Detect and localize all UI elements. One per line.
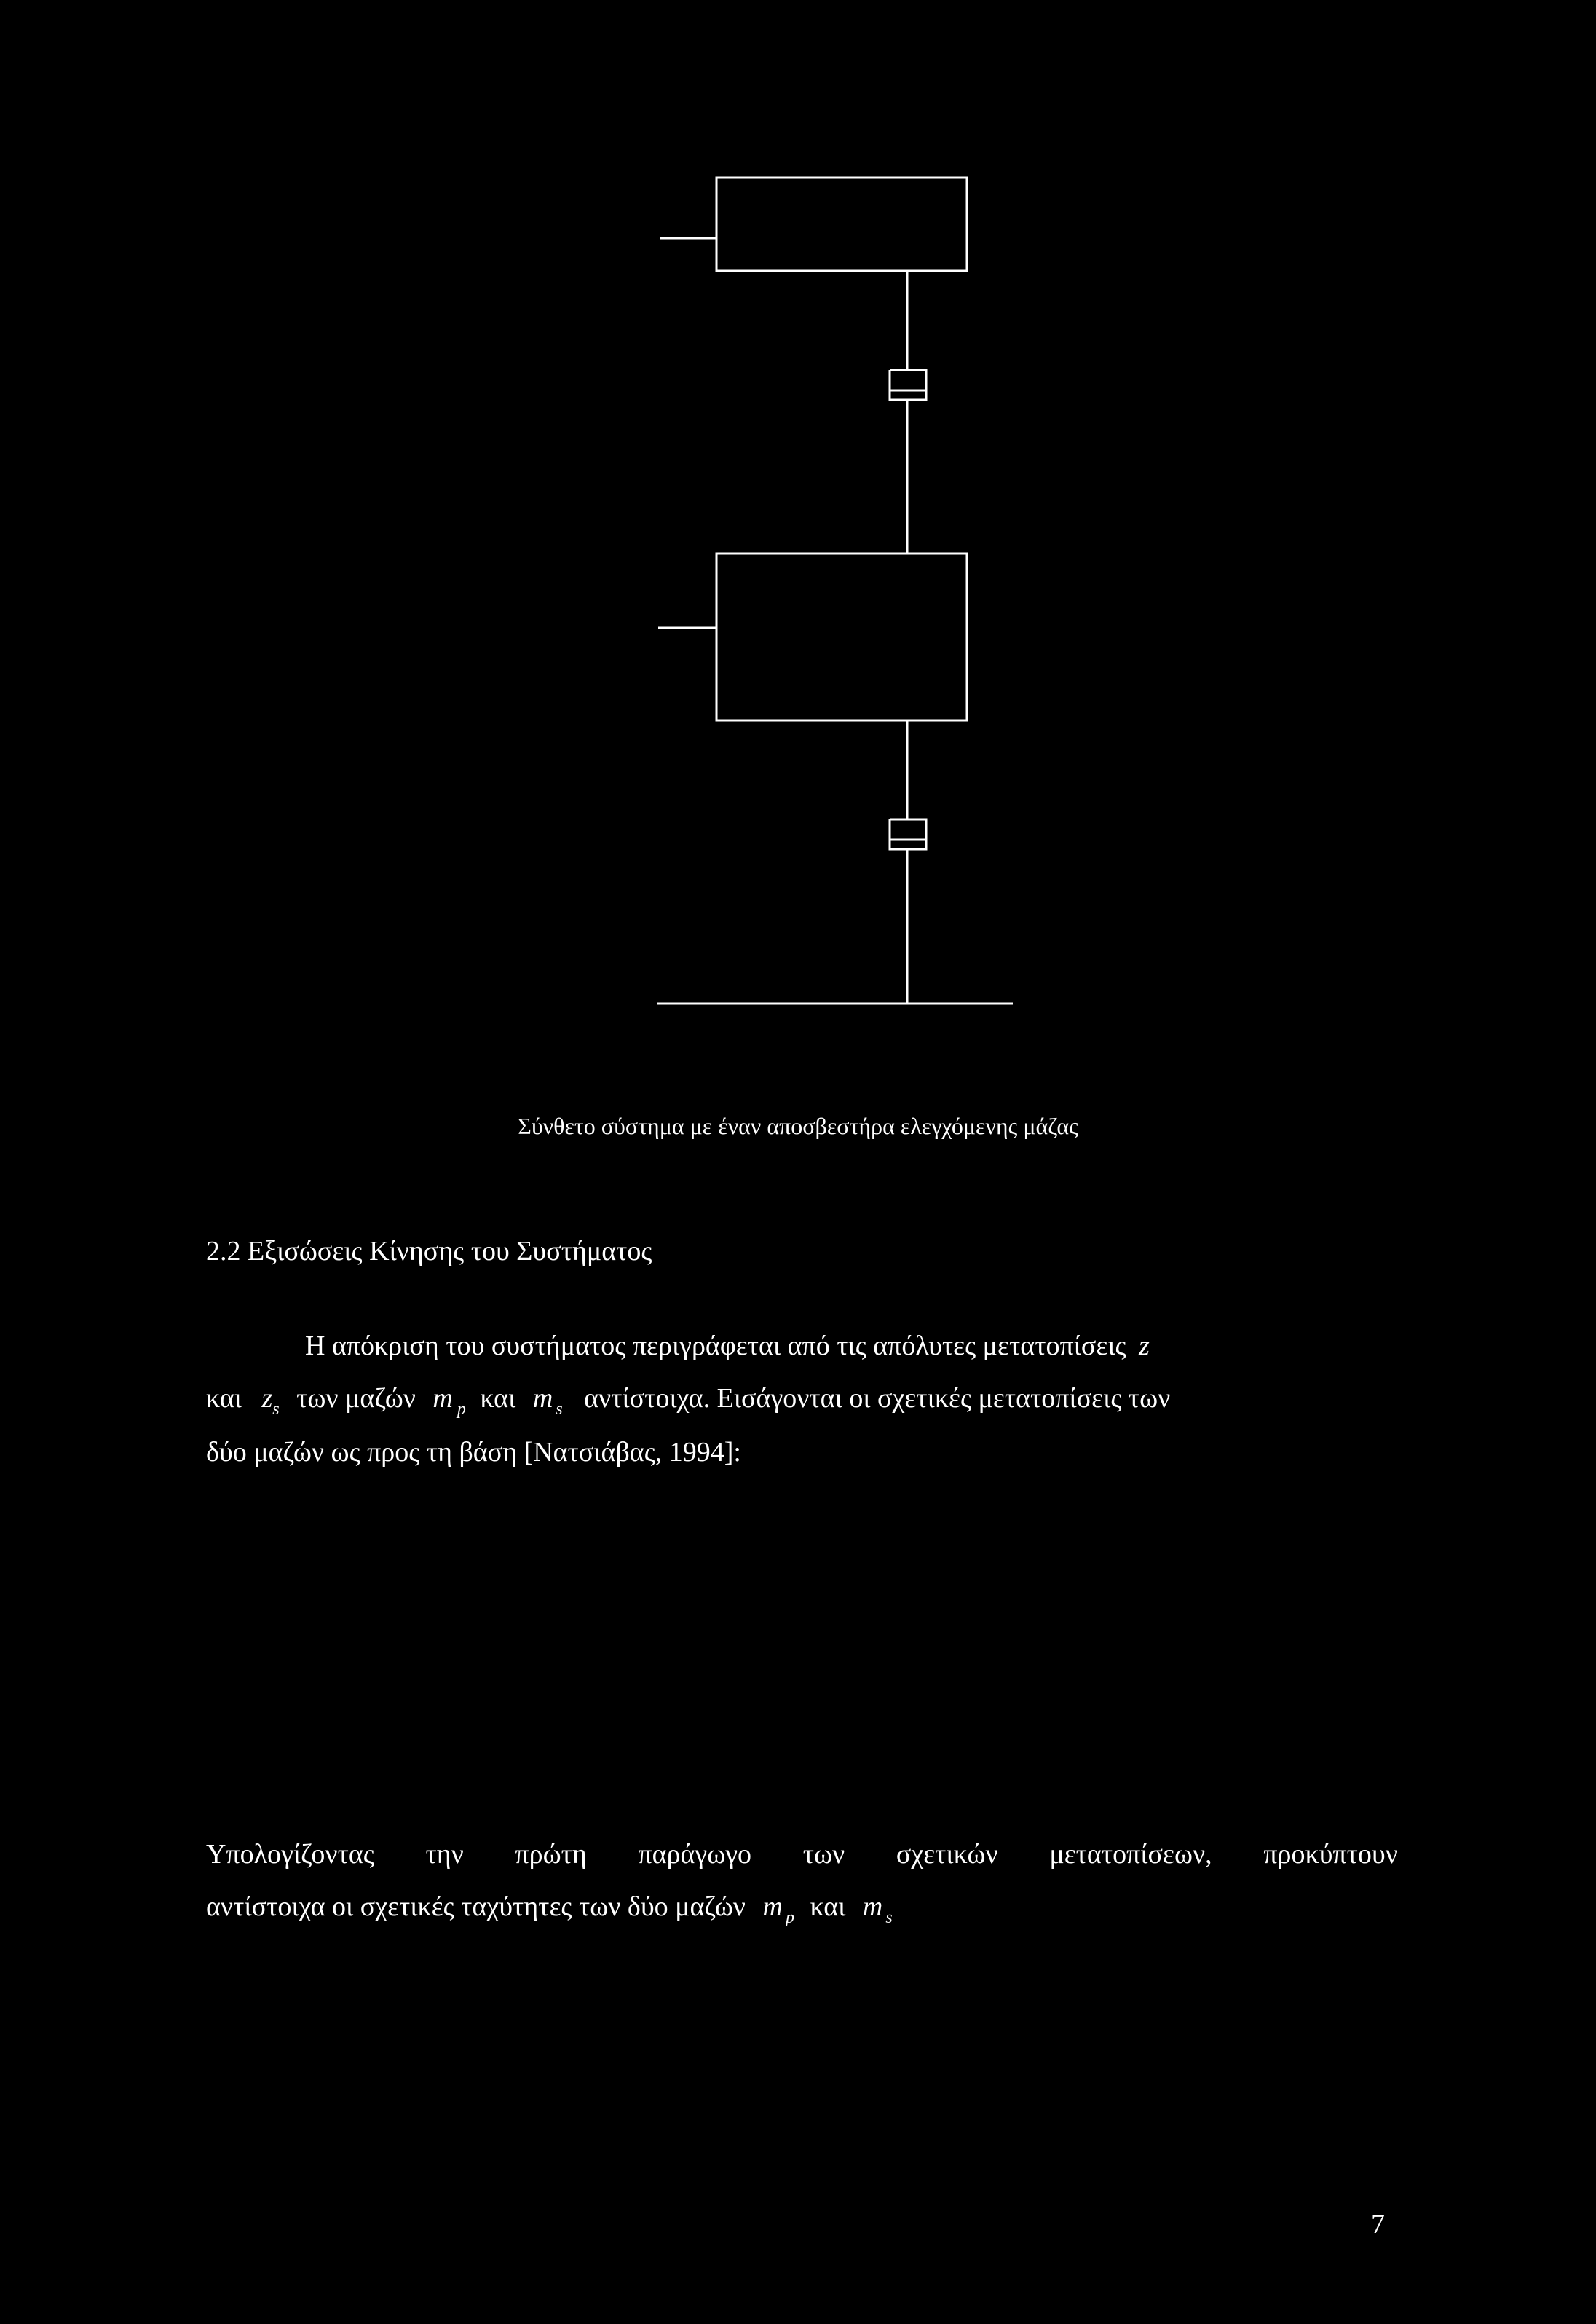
text-kai-1: και (206, 1383, 242, 1414)
symbol-ms: m (862, 1891, 883, 1922)
mass-damper-diagram (0, 0, 1596, 1034)
paragraph2-line1 (206, 1838, 1398, 1870)
word: παράγωγο (638, 1839, 752, 1870)
symbol-zs: z (261, 1383, 273, 1414)
word: μετατοπίσεων, (1049, 1839, 1212, 1870)
text-ton-mazon: των μαζών (296, 1383, 416, 1414)
paragraph1-line1 (305, 1330, 1150, 1362)
word: πρώτη (515, 1839, 587, 1870)
paragraph1-line1-text: Η απόκριση του συστήματος περιγράφεται από τις απόλυτες μετατοπίσεις (305, 1331, 1126, 1361)
figure-caption: Σύνθετο σύστημα με έναν αποσβεστήρα ελεγχόμενης μάζας (518, 1113, 1078, 1139)
subscript-s: s (556, 1400, 563, 1419)
page-number: 7 (1371, 2209, 1385, 2240)
paragraph1-line3: δύο μαζών ως προς τη βάση [Νατσιάβας, 1994]: (206, 1437, 741, 1468)
paragraph1-line2 (206, 1382, 1171, 1419)
word: προκύπτουν (1263, 1839, 1398, 1870)
symbol-mp: m (432, 1383, 453, 1414)
section-heading: 2.2 Εξισώσεις Κίνησης του Συστήματος (206, 1236, 652, 1267)
word: Υπολογίζοντας (206, 1839, 374, 1870)
paragraph2-line2-text: αντίστοιχα οι σχετικές ταχύτητες των δύο μαζών (206, 1891, 746, 1922)
text-antistoixa: αντίστοιχα. Εισάγονται οι σχετικές μετατοπίσεις των (584, 1383, 1171, 1414)
word: των (802, 1839, 845, 1870)
subscript-p: p (785, 1908, 794, 1927)
symbol-mp: m (762, 1891, 783, 1922)
paragraph2-line2 (206, 1891, 893, 1927)
main-mass-block (716, 554, 967, 720)
text-kai: και (810, 1891, 846, 1922)
symbol-ms: m (532, 1383, 553, 1414)
upper-damper (890, 370, 926, 400)
word: σχετικών (896, 1839, 998, 1870)
subscript-s: s (272, 1400, 280, 1419)
subscript-p: p (457, 1400, 466, 1419)
lower-damper (890, 819, 926, 849)
word: την (425, 1839, 464, 1870)
symbol-z: z (1139, 1331, 1150, 1361)
upper-mass-block (716, 178, 967, 271)
text-kai-2: και (480, 1383, 516, 1414)
subscript-s: s (885, 1908, 893, 1927)
